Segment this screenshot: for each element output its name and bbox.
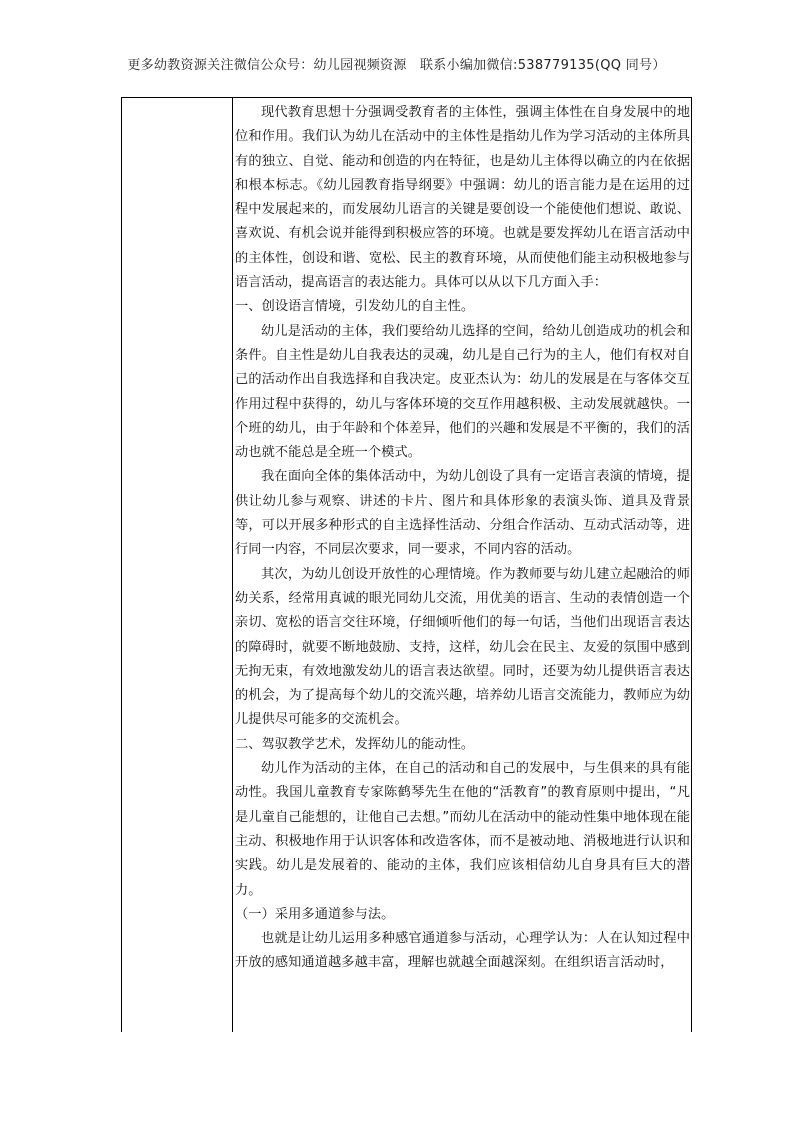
paragraph-group-activity: 我在面向全体的集体活动中，为幼儿创设了具有一定语言表演的情境，提供让幼儿参与观察、讲述的卡片、图片和具体形象的表演头饰、道具及背景等，可以开展多种形式的自主选择性活动、分组合作活动、互动式活动等，进行同一内容，不同层次要求，同一要求，不同内容的活动。 — [235, 469, 690, 558]
paragraph-intro: 现代教育思想十分强调受教育者的主体性，强调主体性在自身发展中的地位和作用。我们认为幼儿在活动中的主体性是指幼儿作为学习活动的主体所具有的独立、自觉、能动和创造的内在特征，也是幼儿主体得以确立的内在依据和根本标志。《幼儿园教育指导纲要》中强调：幼儿的语言能力是在运用的过程中发展起来的，而发展幼儿语言的关键是要创设一个能使他们想说、敢说、喜欢说、有机会说并能得到积极应答的环境。也就是要发挥幼儿在语言活动中的主体性，创设和谐、宽松、民主的教育环境，从而使他们能主动积极地参与语言活动，提高语言的表达能力。具体可以从以下几方面入手： — [235, 105, 690, 291]
table-left-cell — [122, 98, 233, 1032]
section-heading-1: 一、创设语言情境，引发幼儿的自主性。 — [235, 299, 475, 315]
section-heading-2: 二、驾驭教学艺术，发挥幼儿的能动性。 — [235, 736, 475, 752]
paragraph-autonomy: 幼儿是活动的主体，我们要给幼儿选择的空间，给幼儿创造成功的机会和条件。自主性是幼儿自我表达的灵魂，幼儿是自己行为的主人，他们有权对自己的活动作出自我选择和自我决定。皮亚杰认为：幼儿的发展是在与客体交互作用过程中获得的，幼儿与客体环境的交互作用越积极、主动发展就越快。一个班的幼儿，由于年龄和个体差异，他们的兴趣和发展是不平衡的，我们的活动也就不能总是全班一个模式。 — [235, 323, 690, 461]
subsection-heading-1: （一）采用多通道参与法。 — [235, 906, 395, 922]
paragraph-initiative: 幼儿作为活动的主体，在自己的活动和自己的发展中，与生俱来的具有能动性。我国儿童教育专家陈鹤琴先生在他的“活教育”的教育原则中提出，“凡是儿童自己能想的，让他自己去想。”而幼儿在活动中的能动性集中地体现在能主动、积极地作用于认识客体和改造客体，而不是被动地、消极地进行认识和实践。幼儿是发展着的、能动的主体，我们应该相信幼儿自身具有巨大的潜力。 — [235, 761, 690, 898]
paragraph-psychological-context: 其次，为幼儿创设开放性的心理情境。作为教师要与幼儿建立起融洽的师幼关系，经常用真诚的眼光同幼儿交流，用优美的语言、生动的表情创造一个亲切、宽松的语言交往环境，仔细倾听他们的每一句话，当他们出现语言表达的障碍时，就要不断地鼓励、支持，这样，幼儿会在民主、友爱的氛围中感到无拘无束，有效地激发幼儿的语言表达欲望。同时，还要为幼儿提供语言表达的机会，为了提高每个幼儿的交流兴趣，培养幼儿语言交流能力，教师应为幼儿提供尽可能多的交流机会。 — [235, 566, 690, 728]
page-header: 更多幼教资源关注微信公众号：幼儿园视频资源 联系小编加微信:538779135(QQ 同号） — [127, 58, 666, 73]
table-right-cell — [233, 98, 691, 1032]
content-table — [121, 97, 692, 1032]
paragraph-multichannel: 也就是让幼儿运用多种感官通道参与活动，心理学认为：人在认知过程中开放的感知通道越多越丰富，理解也就越全面越深刻。在组织语言活动时， — [235, 931, 690, 971]
